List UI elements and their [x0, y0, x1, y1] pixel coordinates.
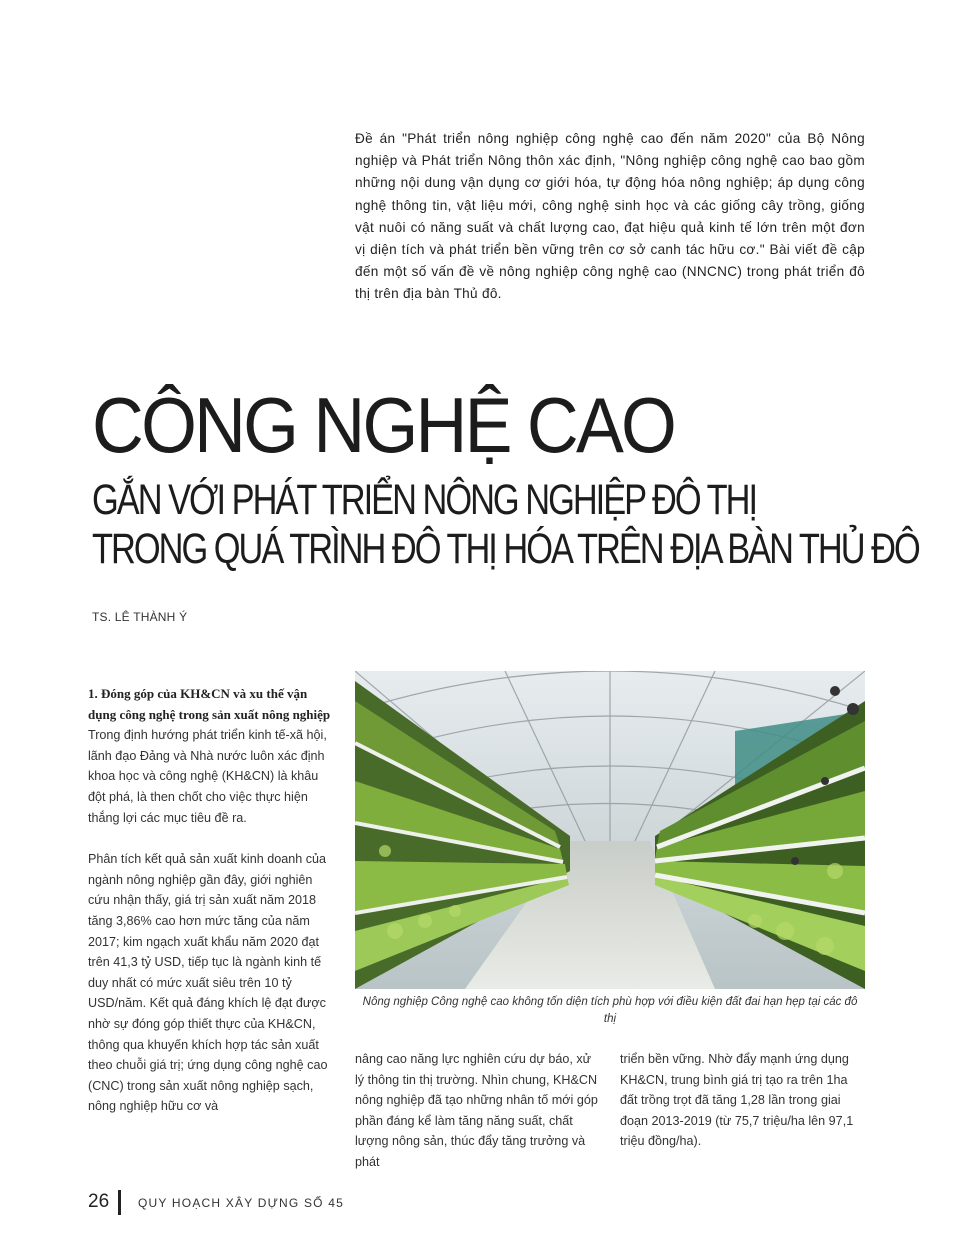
magazine-name: QUY HOẠCH XÂY DỰNG SỐ 45: [138, 1196, 344, 1210]
column-2-text: nâng cao năng lực nghiên cứu dự báo, xử lý thông tin thị trường. Nhìn chung, KH&CN nông nghiệp đã tạo những nhân tố mới góp phần đáng kể làm tăng năng suất, chất lượng nông sản, thúc đẩy tăng trưởng và phát: [355, 1052, 598, 1169]
column-2: [355, 1049, 600, 1173]
section-paragraph-2: Phân tích kết quả sản xuất kinh doanh của ngành nông nghiệp gần đây, giới nghiên cứu nhận thấy, giá trị sản xuất năm 2018 tăng 3,86% cao hơn mức tăng của năm 2017; kim ngạch xuất khẩu năm 2020 đạt trên 41,3 tỷ USD, tiếp tục là ngành kinh tế duy nhất có mức xuất siêu trên 10 tỷ USD/năm. Kết quả đáng khích lệ đạt được nhờ sự đóng góp thiết thực của KH&CN, thông qua khuyến khích hợp tác sản xuất theo chuỗi giá trị; ứng dụng công nghệ cao (CNC) trong sản xuất nông nghiệp sạch, nông nghiệp hữu cơ và: [88, 852, 328, 1114]
author-byline: TS. LÊ THÀNH Ý: [92, 610, 188, 624]
column-1: [88, 684, 336, 1117]
article-title: CÔNG NGHỆ CAO: [92, 381, 675, 469]
article-subtitle-line1: GẮN VỚI PHÁT TRIỂN NÔNG NGHIỆP ĐÔ THỊ: [92, 476, 757, 524]
section-paragraph-1: Trong định hướng phát triển kinh tế-xã hội, lãnh đạo Đảng và Nhà nước luôn xác định khoa học và công nghệ (KH&CN) là khâu đột phá, là then chốt cho việc thực hiện thắng lợi các mục tiêu đề ra.: [88, 728, 327, 825]
column-3-text: triển bền vững. Nhờ đẩy mạnh ứng dụng KH&CN, trung bình giá trị tạo ra trên 1ha đất trồng trọt đã tăng 1,28 lần trong giai đoạn 2013-2019 (từ 75,7 triệu/ha lên 97,1 triệu đồng/ha).: [620, 1052, 854, 1149]
article-subtitle-line2: TRONG QUÁ TRÌNH ĐÔ THỊ HÓA TRÊN ĐỊA BÀN THỦ ĐÔ: [92, 525, 919, 573]
greenhouse-illustration: [355, 671, 865, 989]
column-3: [620, 1049, 865, 1152]
intro-paragraph: Đề án "Phát triển nông nghiệp công nghệ cao đến năm 2020" của Bộ Nông nghiệp và Phát triển Nông thôn xác định, "Nông nghiệp công nghệ cao bao gồm những nội dung vận dụng cơ giới hóa, tự động hóa nông nghiệp; áp dụng công nghệ thông tin, vật liệu mới, công nghệ sinh học và các giống cây trồng, giống vật nuôi có năng suất và chất lượng cao, đạt hiệu quả kinh tế lớn trên một đơn vị diện tích và phát triển bền vững trên cơ sở canh tác hữu cơ." Bài viết đề cập đến một số vấn đề về nông nghiệp công nghệ cao (NNCNC) trong phát triển đô thị trên địa bàn Thủ đô.: [355, 131, 865, 302]
greenhouse-photo: [355, 671, 865, 989]
photo-caption: Nông nghiệp Công nghệ cao không tốn diện tích phù hợp với điều kiện đất đai hạn hẹp tại các đô thị: [362, 996, 858, 1025]
footer-divider: [118, 1190, 121, 1215]
section-heading: 1. Đóng góp của KH&CN và xu thế vận dụng công nghệ trong sản xuất nông nghiệp: [88, 686, 331, 722]
page-number: 26: [88, 1191, 110, 1212]
